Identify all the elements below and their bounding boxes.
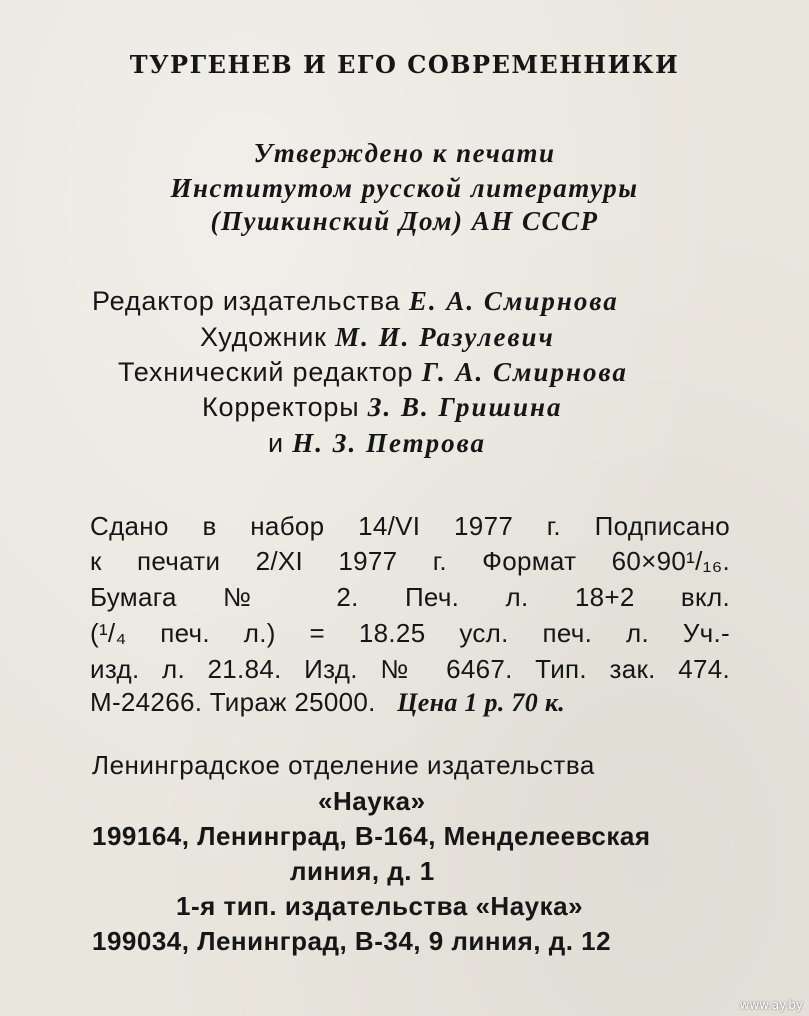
watermark: www.ay.by — [739, 998, 803, 1012]
imprint-circulation: М-24266. Тираж 25000. — [90, 687, 376, 717]
credit-tech-role: Технический редактор — [118, 357, 414, 387]
approval-line-1: Утверждено к печати — [253, 138, 556, 168]
imprint-line-1: Сдано в набор 14/VI 1977 г. Подписано — [90, 511, 730, 541]
credit-proofreader-2 — [268, 430, 486, 457]
credit-proof-role: Корректоры — [202, 392, 360, 422]
imprint-price: Цена 1 р. 70 к. — [397, 688, 566, 717]
credit-tech-name: Г. А. Смирнова — [421, 357, 628, 387]
approval-line-2: Институтом русской литературы — [170, 173, 639, 203]
approval-line-3: (Пушкинский Дом) АН СССР — [210, 206, 599, 236]
publisher-line-3: 199164, Ленинград, В-164, Менделеевская — [92, 821, 651, 851]
imprint-line-5: изд. л. 21.84. Изд. № 6467. Тип. зак. 474. — [90, 654, 730, 684]
credit-artist-name: М. И. Разулевич — [335, 322, 555, 352]
publisher-line-1: Ленинградское отделение издательства — [92, 750, 595, 780]
credit-proofreaders — [202, 394, 563, 421]
credit-artist — [200, 324, 555, 351]
credit-artist-role: Художник — [200, 322, 327, 352]
credit-editor-name: Е. А. Смирнова — [408, 286, 619, 316]
credit-proof-name-1: З. В. Гришина — [367, 392, 563, 422]
publisher-line-5: 1-я тип. издательства «Наука» — [176, 891, 584, 921]
imprint-line-3: Бумага № 2. Печ. л. 18+2 вкл. — [90, 582, 730, 612]
credit-tech-editor — [118, 359, 628, 386]
imprint-line-4: (¹/₄ печ. л.) = 18.25 усл. печ. л. Уч.- — [90, 618, 730, 648]
imprint-line-6 — [90, 689, 730, 716]
credit-editor — [92, 288, 619, 315]
credit-proof-name-2: Н. З. Петрова — [292, 428, 486, 458]
publisher-line-2: «Наука» — [318, 786, 426, 816]
credit-proof-and: и — [268, 428, 284, 458]
credit-editor-role: Редактор издательства — [92, 286, 401, 316]
imprint-line-2: к печати 2/XI 1977 г. Формат 60×90¹/₁₆. — [90, 546, 730, 576]
book-title: ТУРГЕНЕВ И ЕГО СОВРЕМЕННИКИ — [129, 50, 680, 79]
publisher-line-4: линия, д. 1 — [290, 856, 435, 886]
publisher-line-6: 199034, Ленинград, В-34, 9 линия, д. 12 — [92, 926, 612, 956]
